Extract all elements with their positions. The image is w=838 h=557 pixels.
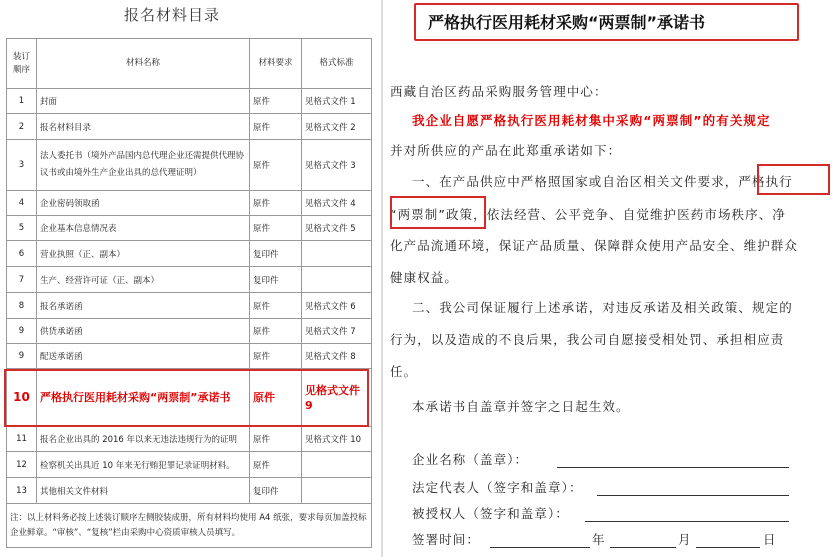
- table-row: 11 报名企业出具的 2016 年以来无违法违规行为的证明 原件 见格式文件 10: [7, 427, 372, 452]
- letter-effective-clause: 本承诺书自盖章并签字之日起生效。: [412, 399, 630, 414]
- letter-addressee: 西藏自治区药品采购服务管理中心：: [390, 84, 608, 99]
- paragraph-1-line-3: 化产品流通环境，保证产品质量、保障群众使用产品安全、维护群众: [390, 238, 799, 253]
- header-name: 材料名称: [37, 39, 250, 89]
- letter-intro: 并对所供应的产品在此郑重承诺如下：: [390, 143, 622, 158]
- signature-authorized-label: 被授权人（签字和盖章）：: [412, 506, 569, 521]
- signature-legal-rep-line[interactable]: [597, 495, 789, 496]
- highlight-box-two-invoice: [390, 196, 486, 229]
- table-row: 4 企业密码领取函 原件 见格式文件 4: [7, 191, 372, 216]
- letter-intro-highlight: 我企业自愿严格执行医用耗材集中采购“两票制”的有关规定: [412, 113, 771, 128]
- materials-list-title: 报名材料目录: [124, 6, 221, 24]
- commitment-letter-panel: [382, 0, 838, 557]
- table-row: 9 供货承诺函 原件 见格式文件 7: [7, 319, 372, 344]
- materials-table: [6, 38, 372, 548]
- paragraph-2-line-3: 任。: [390, 364, 418, 379]
- signature-authorized-line[interactable]: [585, 521, 789, 522]
- date-year-line[interactable]: [490, 547, 590, 548]
- paragraph-2-line-1: 二、我公司保证履行上述承诺，对违反承诺及相关政策、规定的: [412, 300, 793, 315]
- signature-company-label: 企业名称（盖章）：: [412, 452, 529, 467]
- date-day-line[interactable]: [696, 547, 760, 548]
- table-row: 3 法人委托书（境外产品国内总代理企业还需提供代理协议书或由境外生产企业出具的总代理证明） 原件 见格式文件 3: [7, 140, 372, 191]
- paragraph-1-line-1: 一、在产品供应中严格照国家或自治区相关文件要求，严格执行: [412, 174, 793, 189]
- header-requirement: 材料要求: [250, 39, 302, 89]
- paragraph-1-line-4: 健康权益。: [390, 270, 459, 285]
- table-note: 注：以上材料务必按上述装订顺序左侧胶装成册，所有材料均使用 A4 纸张，要求每页加盖投标企业鲜章。“审核”、“复核”栏由采购中心资质审核人员填写。: [7, 504, 372, 548]
- date-month-label: 月: [678, 532, 692, 547]
- table-row: 13 其他相关文件材料 复印件: [7, 478, 372, 504]
- header-format: 格式标准: [302, 39, 372, 89]
- signature-legal-rep-label: 法定代表人（签字和盖章）：: [412, 480, 583, 495]
- paragraph-1-line-2: “两票制”政策，依法经营、公平竞争、自觉维护医药市场秩序、净: [390, 207, 786, 222]
- letter-title: 严格执行医用耗材采购“两票制”承诺书: [428, 13, 706, 32]
- table-row: 6 营业执照（正、副本） 复印件: [7, 241, 372, 267]
- table-row: 12 检察机关出具近 10 年来无行贿犯罪记录证明材料。 原件: [7, 452, 372, 478]
- table-row: 7 生产、经营许可证（正、副本） 复印件: [7, 267, 372, 293]
- table-row: 8 报名承诺函 原件 见格式文件 6: [7, 293, 372, 319]
- highlight-box-row-10: [4, 369, 369, 427]
- table-row: 1 封面 原件 见格式文件 1: [7, 89, 372, 114]
- table-row: 2 报名材料目录 原件 见格式文件 2: [7, 114, 372, 140]
- header-order: 装订顺序: [7, 39, 37, 89]
- materials-list-panel: [0, 0, 382, 557]
- paragraph-2-line-2: 行为，以及造成的不良后果，我公司自愿接受相处罚、承担相应责: [390, 332, 785, 347]
- table-row-highlighted: 10 严格执行医用耗材采购“两票制”承诺书 原件 见格式文件 9: [7, 369, 372, 427]
- date-month-line[interactable]: [610, 547, 676, 548]
- signature-company-line[interactable]: [557, 467, 789, 468]
- date-year-label: 年: [592, 532, 606, 547]
- signature-date-label: 签署时间：: [412, 532, 481, 547]
- table-header-row: [7, 39, 372, 89]
- highlight-box-strict-execution: [757, 164, 830, 195]
- table-row: 5 企业基本信息情况表 原件 见格式文件 5: [7, 216, 372, 241]
- table-row: 9 配送承诺函 原件 见格式文件 8: [7, 344, 372, 369]
- table-note-row: [7, 504, 372, 548]
- date-day-label: 日: [763, 532, 777, 547]
